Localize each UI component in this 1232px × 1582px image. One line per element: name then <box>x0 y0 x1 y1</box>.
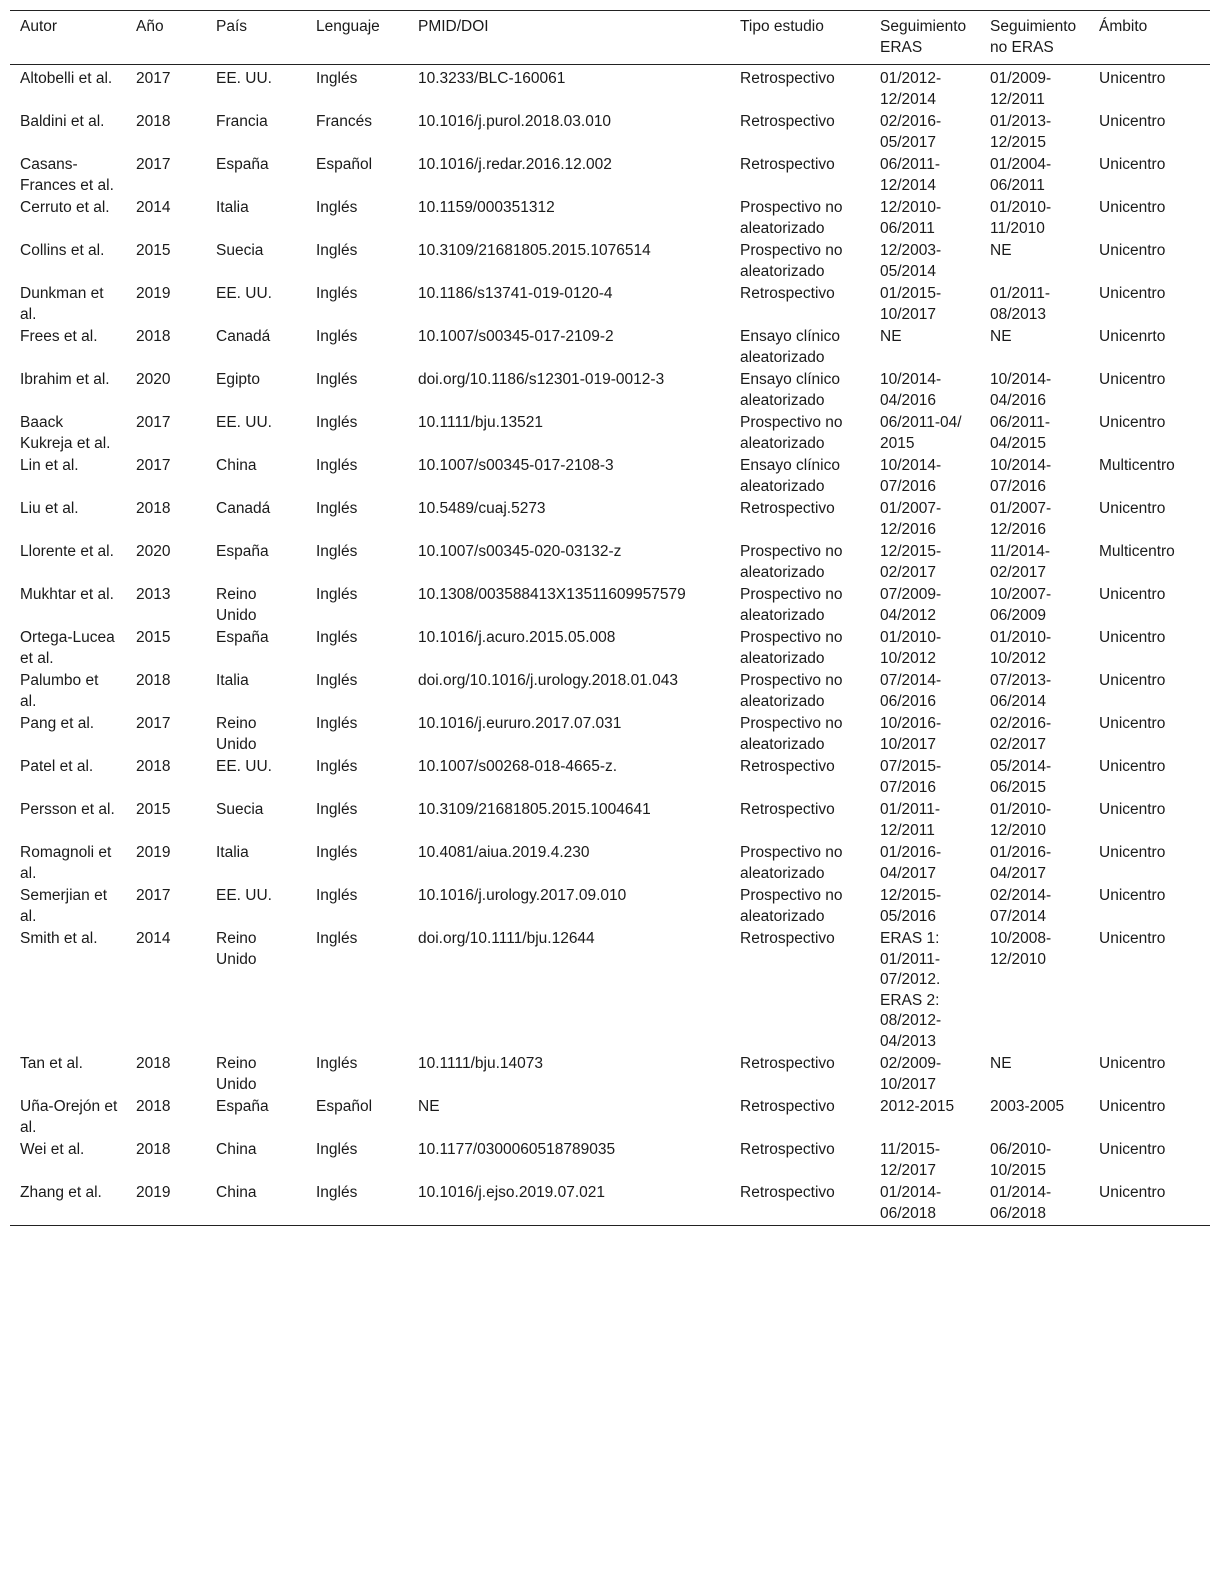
cell-tipo-estudio: Retrospectivo <box>740 1055 835 1072</box>
table-row <box>10 240 1210 283</box>
cell-ano: 2018 <box>136 1098 171 1115</box>
cell-pmid-doi: 10.1007/s00345-017-2109-2 <box>418 328 614 345</box>
cell-tipo-estudio: Prospectivo no aleatorizado <box>740 543 843 581</box>
cell-lenguaje: Inglés <box>316 242 358 259</box>
table-row <box>10 455 1210 498</box>
cell-ambito: Unicentro <box>1099 629 1166 646</box>
table-body <box>10 65 1210 1226</box>
cell-seguimiento-no-eras: 01/2014-06/2018 <box>990 1184 1052 1222</box>
cell-ano: 2018 <box>136 1141 171 1158</box>
cell-seguimiento-no-eras: 01/2010-12/2010 <box>990 801 1052 839</box>
cell-pmid-doi: doi.org/10.1186/s12301-019-0012-3 <box>418 371 665 388</box>
table-row <box>10 885 1210 928</box>
cell-pmid-doi: doi.org/10.1111/bju.12644 <box>418 930 595 947</box>
table-row <box>10 111 1210 154</box>
cell-pais: Francia <box>216 113 268 130</box>
cell-autor: Altobelli et al. <box>20 70 113 87</box>
cell-pais: Reino Unido <box>216 930 257 968</box>
cell-lenguaje: Español <box>316 156 373 173</box>
table-row <box>10 541 1210 584</box>
cell-ambito: Unicentro <box>1099 199 1166 216</box>
cell-pais: Suecia <box>216 242 264 259</box>
cell-lenguaje: Inglés <box>316 1055 358 1072</box>
cell-lenguaje: Inglés <box>316 543 358 560</box>
cell-pmid-doi: 10.1177/0300060518789035 <box>418 1141 616 1158</box>
cell-seguimiento-no-eras: 05/2014-06/2015 <box>990 758 1052 796</box>
cell-tipo-estudio: Prospectivo no aleatorizado <box>740 414 843 452</box>
cell-ano: 2019 <box>136 844 171 861</box>
cell-seguimiento-no-eras: 06/2011-04/2015 <box>990 414 1051 452</box>
cell-pais: Canadá <box>216 328 271 345</box>
table-row <box>10 326 1210 369</box>
cell-pmid-doi: 10.1308/003588413X13511609957579 <box>418 586 686 603</box>
cell-pmid-doi: 10.4081/aiua.2019.4.230 <box>418 844 590 861</box>
cell-seguimiento-no-eras: 01/2009-12/2011 <box>990 70 1052 108</box>
cell-ano: 2015 <box>136 629 171 646</box>
cell-pais: EE. UU. <box>216 414 272 431</box>
cell-lenguaje: Inglés <box>316 1184 358 1201</box>
cell-ano: 2013 <box>136 586 171 603</box>
cell-tipo-estudio: Prospectivo no aleatorizado <box>740 242 843 280</box>
cell-seguimiento-no-eras: 01/2010-11/2010 <box>990 199 1052 237</box>
cell-tipo-estudio: Prospectivo no aleatorizado <box>740 586 843 624</box>
cell-pmid-doi: 10.1007/s00345-017-2108-3 <box>418 457 614 474</box>
cell-ambito: Unicentro <box>1099 371 1166 388</box>
header-pais: País <box>216 18 248 35</box>
cell-tipo-estudio: Ensayo clínico aleatorizado <box>740 457 840 495</box>
cell-seguimiento-eras: 02/2009-10/2017 <box>880 1055 942 1093</box>
cell-lenguaje: Español <box>316 1098 373 1115</box>
cell-ano: 2017 <box>136 457 171 474</box>
table-row <box>10 412 1210 455</box>
cell-ambito: Unicentro <box>1099 586 1166 603</box>
cell-pais: China <box>216 1141 257 1158</box>
cell-autor: Semerjian et al. <box>20 887 108 925</box>
cell-pais: EE. UU. <box>216 758 272 775</box>
cell-ambito: Unicentro <box>1099 285 1166 302</box>
cell-tipo-estudio: Retrospectivo <box>740 758 835 775</box>
cell-ano: 2018 <box>136 758 171 775</box>
cell-seguimiento-no-eras: 02/2016-02/2017 <box>990 715 1052 753</box>
cell-lenguaje: Inglés <box>316 414 358 431</box>
cell-seguimiento-no-eras: 01/2013-12/2015 <box>990 113 1052 151</box>
cell-lenguaje: Inglés <box>316 285 358 302</box>
cell-seguimiento-eras: 12/2015-02/2017 <box>880 543 942 581</box>
cell-seguimiento-no-eras: 02/2014-07/2014 <box>990 887 1052 925</box>
cell-autor: Baldini et al. <box>20 113 105 130</box>
cell-seguimiento-no-eras: 07/2013-06/2014 <box>990 672 1052 710</box>
cell-lenguaje: Inglés <box>316 844 358 861</box>
header-seguimiento-eras: Seguimiento ERAS <box>880 18 967 56</box>
cell-seguimiento-no-eras: 01/2007-12/2016 <box>990 500 1052 538</box>
cell-pais: Reino Unido <box>216 1055 257 1093</box>
cell-lenguaje: Inglés <box>316 715 358 732</box>
cell-pais: Suecia <box>216 801 264 818</box>
table-row <box>10 283 1210 326</box>
cell-seguimiento-no-eras: 10/2014-04/2016 <box>990 371 1052 409</box>
cell-ambito: Unicentro <box>1099 414 1166 431</box>
cell-seguimiento-eras: 07/2009-04/2012 <box>880 586 942 624</box>
cell-seguimiento-eras: 10/2014-07/2016 <box>880 457 942 495</box>
cell-tipo-estudio: Retrospectivo <box>740 113 835 130</box>
cell-pais: Reino Unido <box>216 586 257 624</box>
table-row <box>10 1053 1210 1096</box>
cell-autor: Lin et al. <box>20 457 79 474</box>
cell-seguimiento-eras: 02/2016-05/2017 <box>880 113 942 151</box>
cell-ambito: Unicenrto <box>1099 328 1166 345</box>
cell-lenguaje: Inglés <box>316 70 358 87</box>
cell-ambito: Unicentro <box>1099 758 1166 775</box>
cell-tipo-estudio: Retrospectivo <box>740 285 835 302</box>
cell-autor: Liu et al. <box>20 500 79 517</box>
header-pmid-doi: PMID/DOI <box>418 18 489 35</box>
cell-lenguaje: Inglés <box>316 457 358 474</box>
cell-ambito: Unicentro <box>1099 887 1166 904</box>
cell-seguimiento-no-eras: 06/2010-10/2015 <box>990 1141 1052 1179</box>
cell-pmid-doi: 10.5489/cuaj.5273 <box>418 500 546 517</box>
cell-tipo-estudio: Retrospectivo <box>740 930 835 947</box>
cell-autor: Llorente et al. <box>20 543 114 560</box>
studies-table <box>10 10 1210 1226</box>
cell-autor: Romagnoli et al. <box>20 844 112 882</box>
cell-pais: España <box>216 629 269 646</box>
header-ambito: Ámbito <box>1099 18 1148 35</box>
cell-pmid-doi: 10.1159/000351312 <box>418 199 555 216</box>
cell-ano: 2020 <box>136 371 171 388</box>
table-row <box>10 197 1210 240</box>
cell-autor: Mukhtar et al. <box>20 586 114 603</box>
cell-seguimiento-no-eras: 10/2008-12/2010 <box>990 930 1052 968</box>
cell-lenguaje: Inglés <box>316 1141 358 1158</box>
cell-autor: Palumbo et al. <box>20 672 99 710</box>
cell-ambito: Multicentro <box>1099 543 1175 560</box>
cell-pmid-doi: 10.1186/s13741-019-0120-4 <box>418 285 613 302</box>
table-row <box>10 584 1210 627</box>
cell-autor: Tan et al. <box>20 1055 83 1072</box>
cell-pmid-doi: 10.1016/j.acuro.2015.05.008 <box>418 629 616 646</box>
cell-seguimiento-no-eras: NE <box>990 242 1012 259</box>
cell-ano: 2019 <box>136 285 171 302</box>
cell-tipo-estudio: Prospectivo no aleatorizado <box>740 887 843 925</box>
cell-ambito: Unicentro <box>1099 930 1166 947</box>
table-row <box>10 1182 1210 1226</box>
cell-seguimiento-eras: 01/2016-04/2017 <box>880 844 942 882</box>
cell-seguimiento-eras: 01/2014-06/2018 <box>880 1184 942 1222</box>
cell-tipo-estudio: Prospectivo no aleatorizado <box>740 672 843 710</box>
cell-autor: Baack Kukreja et al. <box>20 414 111 452</box>
cell-tipo-estudio: Prospectivo no aleatorizado <box>740 199 843 237</box>
cell-pmid-doi: doi.org/10.1016/j.urology.2018.01.043 <box>418 672 678 689</box>
cell-tipo-estudio: Ensayo clínico aleatorizado <box>740 371 840 409</box>
cell-ano: 2017 <box>136 887 171 904</box>
cell-ano: 2018 <box>136 672 171 689</box>
cell-ambito: Multicentro <box>1099 457 1175 474</box>
cell-seguimiento-eras: 07/2015-07/2016 <box>880 758 942 796</box>
table-row <box>10 369 1210 412</box>
cell-pmid-doi: 10.1016/j.eururo.2017.07.031 <box>418 715 622 732</box>
cell-lenguaje: Inglés <box>316 371 358 388</box>
cell-pais: China <box>216 457 257 474</box>
cell-pais: España <box>216 156 269 173</box>
table-row <box>10 756 1210 799</box>
cell-pmid-doi: 10.1016/j.purol.2018.03.010 <box>418 113 612 130</box>
table-row <box>10 928 1210 1053</box>
cell-lenguaje: Inglés <box>316 199 358 216</box>
table-row <box>10 713 1210 756</box>
cell-autor: Pang et al. <box>20 715 95 732</box>
cell-autor: Dunkman et al. <box>20 285 104 323</box>
cell-seguimiento-no-eras: NE <box>990 328 1012 345</box>
cell-seguimiento-eras: 01/2011-12/2011 <box>880 801 941 839</box>
cell-seguimiento-eras: 11/2015-12/2017 <box>880 1141 941 1179</box>
cell-seguimiento-no-eras: 11/2014-02/2017 <box>990 543 1051 581</box>
cell-ano: 2020 <box>136 543 171 560</box>
cell-tipo-estudio: Prospectivo no aleatorizado <box>740 629 843 667</box>
cell-pmid-doi: 10.1007/s00345-020-03132-z <box>418 543 622 560</box>
cell-pmid-doi: NE <box>418 1098 440 1115</box>
cell-pais: EE. UU. <box>216 70 272 87</box>
cell-lenguaje: Inglés <box>316 801 358 818</box>
cell-seguimiento-eras: 2012-2015 <box>880 1098 955 1115</box>
header-tipo-estudio: Tipo estudio <box>740 18 824 35</box>
cell-pais: Italia <box>216 199 249 216</box>
cell-tipo-estudio: Retrospectivo <box>740 801 835 818</box>
cell-ambito: Unicentro <box>1099 1184 1166 1201</box>
cell-tipo-estudio: Prospectivo no aleatorizado <box>740 844 843 882</box>
cell-lenguaje: Inglés <box>316 758 358 775</box>
cell-pmid-doi: 10.1111/bju.14073 <box>418 1055 543 1072</box>
cell-autor: Frees et al. <box>20 328 98 345</box>
header-seguimiento-no-eras: Seguimiento no ERAS <box>990 18 1077 56</box>
cell-autor: Ibrahim et al. <box>20 371 110 388</box>
cell-autor: Uña-Orejón et al. <box>20 1098 118 1136</box>
cell-lenguaje: Inglés <box>316 629 358 646</box>
cell-tipo-estudio: Retrospectivo <box>740 1141 835 1158</box>
cell-seguimiento-eras: 10/2014-04/2016 <box>880 371 942 409</box>
cell-seguimiento-eras: 01/2010-10/2012 <box>880 629 942 667</box>
cell-seguimiento-no-eras: 2003-2005 <box>990 1098 1065 1115</box>
cell-ano: 2017 <box>136 715 171 732</box>
cell-pais: EE. UU. <box>216 887 272 904</box>
cell-tipo-estudio: Retrospectivo <box>740 1184 835 1201</box>
cell-tipo-estudio: Retrospectivo <box>740 1098 835 1115</box>
header-lenguaje: Lenguaje <box>316 18 380 35</box>
cell-tipo-estudio: Retrospectivo <box>740 70 835 87</box>
cell-ambito: Unicentro <box>1099 500 1166 517</box>
header-autor: Autor <box>20 18 58 35</box>
table-header-row <box>10 11 1210 65</box>
cell-seguimiento-no-eras: 01/2010-10/2012 <box>990 629 1052 667</box>
cell-lenguaje: Inglés <box>316 586 358 603</box>
cell-seguimiento-eras: 01/2015-10/2017 <box>880 285 942 323</box>
cell-ano: 2015 <box>136 242 171 259</box>
cell-ano: 2018 <box>136 328 171 345</box>
cell-lenguaje: Inglés <box>316 500 358 517</box>
cell-pmid-doi: 10.1016/j.ejso.2019.07.021 <box>418 1184 606 1201</box>
cell-seguimiento-eras: 06/2011-12/2014 <box>880 156 941 194</box>
cell-ambito: Unicentro <box>1099 844 1166 861</box>
table-row <box>10 670 1210 713</box>
cell-ano: 2017 <box>136 70 171 87</box>
cell-seguimiento-no-eras: 01/2011-08/2013 <box>990 285 1051 323</box>
cell-autor: Smith et al. <box>20 930 98 947</box>
cell-ambito: Unicentro <box>1099 1098 1166 1115</box>
table-row <box>10 799 1210 842</box>
cell-seguimiento-eras: 12/2015-05/2016 <box>880 887 942 925</box>
cell-ano: 2017 <box>136 156 171 173</box>
table-row <box>10 1139 1210 1182</box>
cell-ambito: Unicentro <box>1099 672 1166 689</box>
table-row <box>10 842 1210 885</box>
cell-ano: 2017 <box>136 414 171 431</box>
cell-autor: Ortega-Lucea et al. <box>20 629 115 667</box>
cell-pais: China <box>216 1184 257 1201</box>
cell-pmid-doi: 10.1007/s00268-018-4665-z. <box>418 758 618 775</box>
cell-seguimiento-eras: NE <box>880 328 902 345</box>
studies-table-container <box>10 10 1210 1226</box>
cell-tipo-estudio: Ensayo clínico aleatorizado <box>740 328 840 366</box>
cell-autor: Patel et al. <box>20 758 94 775</box>
cell-seguimiento-no-eras: NE <box>990 1055 1012 1072</box>
cell-seguimiento-eras: 06/2011-04/ 2015 <box>880 414 962 452</box>
cell-ambito: Unicentro <box>1099 1141 1166 1158</box>
cell-ano: 2018 <box>136 500 171 517</box>
cell-ambito: Unicentro <box>1099 715 1166 732</box>
cell-seguimiento-no-eras: 01/2004-06/2011 <box>990 156 1052 194</box>
cell-lenguaje: Inglés <box>316 672 358 689</box>
cell-autor: Zhang et al. <box>20 1184 102 1201</box>
cell-seguimiento-eras: 01/2012-12/2014 <box>880 70 942 108</box>
cell-pmid-doi: 10.1111/bju.13521 <box>418 414 543 431</box>
cell-seguimiento-eras: 12/2010-06/2011 <box>880 199 942 237</box>
cell-seguimiento-eras: 07/2014-06/2016 <box>880 672 942 710</box>
header-ano: Año <box>136 18 164 35</box>
cell-pais: EE. UU. <box>216 285 272 302</box>
cell-pais: España <box>216 543 269 560</box>
cell-pmid-doi: 10.3233/BLC-160061 <box>418 70 566 87</box>
cell-pais: Canadá <box>216 500 271 517</box>
cell-pais: Italia <box>216 844 249 861</box>
table-row <box>10 1096 1210 1139</box>
cell-ano: 2015 <box>136 801 171 818</box>
cell-seguimiento-eras: 10/2016-10/2017 <box>880 715 942 753</box>
table-row <box>10 65 1210 112</box>
cell-pmid-doi: 10.1016/j.redar.2016.12.002 <box>418 156 612 173</box>
cell-seguimiento-eras: 01/2007-12/2016 <box>880 500 942 538</box>
cell-pmid-doi: 10.1016/j.urology.2017.09.010 <box>418 887 627 904</box>
cell-seguimiento-no-eras: 10/2014-07/2016 <box>990 457 1052 495</box>
cell-ambito: Unicentro <box>1099 801 1166 818</box>
cell-tipo-estudio: Retrospectivo <box>740 500 835 517</box>
cell-ambito: Unicentro <box>1099 1055 1166 1072</box>
cell-lenguaje: Inglés <box>316 930 358 947</box>
cell-pais: España <box>216 1098 269 1115</box>
cell-lenguaje: Inglés <box>316 328 358 345</box>
cell-ano: 2014 <box>136 199 171 216</box>
cell-seguimiento-eras: 12/2003-05/2014 <box>880 242 942 280</box>
cell-autor: Cerruto et al. <box>20 199 110 216</box>
cell-tipo-estudio: Prospectivo no aleatorizado <box>740 715 843 753</box>
cell-pais: Egipto <box>216 371 260 388</box>
cell-pais: Reino Unido <box>216 715 257 753</box>
cell-tipo-estudio: Retrospectivo <box>740 156 835 173</box>
table-row <box>10 498 1210 541</box>
cell-pais: Italia <box>216 672 249 689</box>
cell-seguimiento-no-eras: 01/2016-04/2017 <box>990 844 1052 882</box>
table-row <box>10 627 1210 670</box>
table-row <box>10 154 1210 197</box>
cell-pmid-doi: 10.3109/21681805.2015.1076514 <box>418 242 651 259</box>
cell-seguimiento-no-eras: 10/2007-06/2009 <box>990 586 1052 624</box>
cell-pmid-doi: 10.3109/21681805.2015.1004641 <box>418 801 651 818</box>
cell-ano: 2019 <box>136 1184 171 1201</box>
cell-ambito: Unicentro <box>1099 156 1166 173</box>
cell-ambito: Unicentro <box>1099 70 1166 87</box>
cell-ambito: Unicentro <box>1099 242 1166 259</box>
cell-lenguaje: Inglés <box>316 887 358 904</box>
cell-ano: 2014 <box>136 930 171 947</box>
cell-autor: Collins et al. <box>20 242 105 259</box>
cell-ambito: Unicentro <box>1099 113 1166 130</box>
cell-autor: Persson et al. <box>20 801 115 818</box>
cell-autor: Wei et al. <box>20 1141 85 1158</box>
cell-seguimiento-eras: ERAS 1: 01/2011-07/2012. ERAS 2: 08/2012-04/2013 <box>880 930 942 1050</box>
cell-autor: Casans-Frances et al. <box>20 156 114 194</box>
cell-ano: 2018 <box>136 113 171 130</box>
cell-lenguaje: Francés <box>316 113 372 130</box>
cell-ano: 2018 <box>136 1055 171 1072</box>
